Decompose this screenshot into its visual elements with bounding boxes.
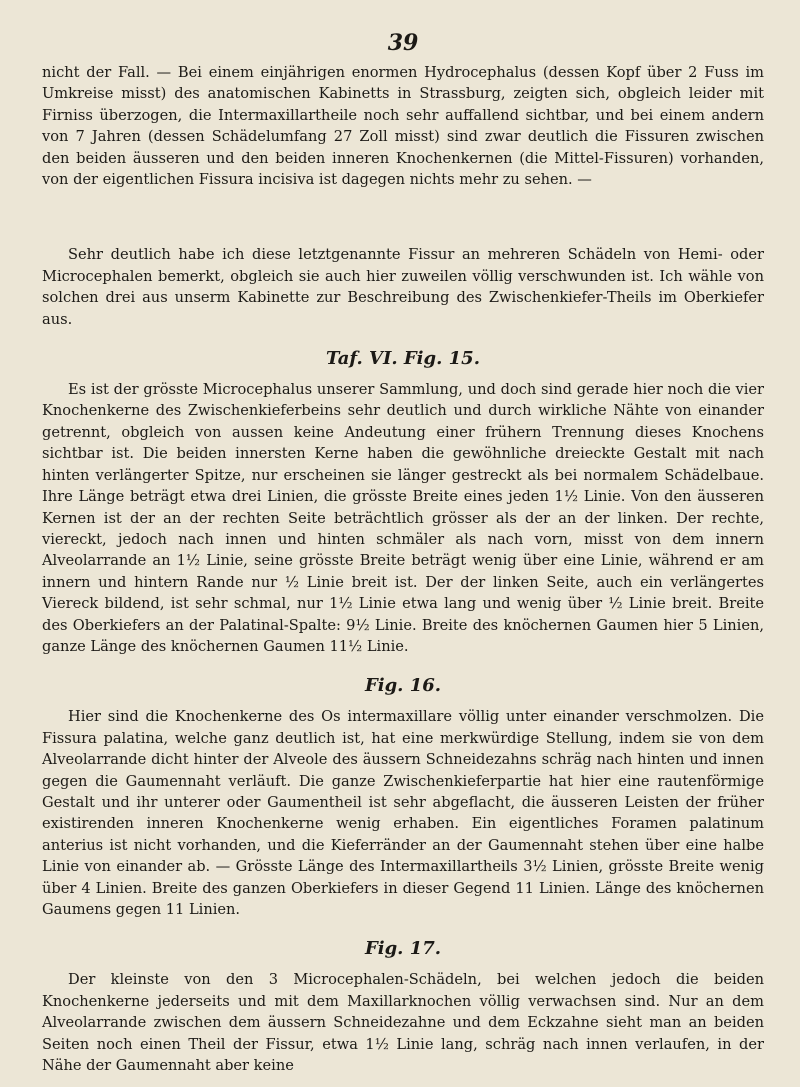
paragraph-fig-16: Hier sind die Knochenkerne des Os intermaxillare völlig unter einander verschmolzen. Die Fissura palatina, welche ganz deutlich ist, hat eine merkwürdige Stellung, indem sie von dem Alveolarrande dicht hinter der Alveole des äussern Schneidezahns schräg nach hinten und innen gegen die Gaumennaht verläuft. Die ganze Zwischenkieferpartie hat hier eine rautenförmige Gestalt und ihr unterer oder Gaumentheil ist sehr abgeflacht, die äusseren Leisten der früher existirenden inneren Knochenkerne wenig erhaben. Ein eigentliches Foramen palatinum anterius ist nicht vorhanden, und die Kieferränder an der Gaumennaht stehen über eine halbe Linie von einander ab. — Grösste Länge des Intermaxillartheils 3½ Linien, grösste Breite wenig über 4 Linien. Breite des ganzen Oberkiefers in dieser Gegend 11 Linien. Länge des knöchernen Gaumens gegen 11 Linien. (42, 708, 764, 918)
heading-fig-17: Fig. 17. (364, 938, 442, 960)
heading-fig-16: Fig. 16. (364, 675, 442, 697)
paragraph-fig-15: Es ist der grösste Microcephalus unserer Sammlung, und doch sind gerade hier noch die vier Knochenkerne des Zwischenkieferbeins sehr deutlich und durch wirkliche Nähte von einander getrennt, obgleich von aussen keine Andeutung einer frühern Trennung dieses Knochens sichtbar ist. Die beiden innersten Kerne haben die gewöhnliche dreieckte Gestalt mit nach hinten verlängerter Spitze, nur erscheinen sie länger gestreckt als bei normalem Schädelbaue. Ihre Länge beträgt etwa drei Linien, die grösste Breite eines jeden 1½ Linie. Von den äusseren Kernen ist der an der rechten Seite beträchtlich grösser als der an der linken. Der rechte, viereckt, jedoch nach innen und hinten schmäler als nach vorn, misst von dem innern Alveolarrande an 1½ Linie, seine grösste Breite beträgt wenig über eine Linie, während er am innern und hintern Rande nur ½ Linie breit ist. Der der linken Seite, auch ein verlängertes Viereck bildend, ist sehr schmal, nur 1½ Linie etwa lang und wenig über ½ Linie breit. Breite des Oberkiefers an der Palatinal-Spalte: 9½ Linie. Breite des knöchernen Gaumen hier 5 Linien, ganze Länge des knöchernen Gaumen 11½ Linie. (42, 381, 764, 655)
page (42, 30, 764, 1076)
heading-fig-15: Taf. VI. Fig. 15. (326, 348, 480, 370)
page-number: 39 (387, 30, 419, 56)
paragraph-fig-17: Der kleinste von den 3 Microcephalen-Schädeln, bei welchen jedoch die beiden Knochenkerne jederseits und mit dem Maxillarknochen völlig verwachsen sind. Nur an dem Alveolarrande zwischen dem äussern Schneidezahne und dem Eckzahne sieht man an beiden Seiten noch einen Theil der Fissur, etwa 1½ Linie lang, schräg nach innen verlaufen, in der Nähe der Gaumennaht aber keine (42, 971, 764, 1075)
section-spacer (42, 190, 764, 244)
paragraph-microcephalen: Sehr deutlich habe ich diese letztgenannte Fissur an mehreren Schädeln von Hemi- oder Microcephalen bemerkt, obgleich sie auch hier zuweilen völlig verschwunden ist. Ich wähle von solchen drei aus unserm Kabinette zur Beschreibung des Zwischenkiefer-Theils im Oberkiefer aus. (42, 246, 764, 328)
paragraph-intro: nicht der Fall. — Bei einem einjährigen enormen Hydrocephalus (dessen Kopf über 2 Fuss im Umkreise misst) des anatomischen Kabinetts in Strassburg, zeigten sich, obgleich leider mit Firniss überzogen, die Intermaxillartheile noch sehr auffallend sichtbar, und bei einem andern von 7 Jahren (dessen Schädelumfang 27 Zoll misst) sind zwar deutlich die Fissuren zwischen den beiden äusseren und den beiden inneren Knochenkernen (die Mittel-Fissuren) vorhanden, von der eigentlichen Fissura incisiva ist dagegen nichts mehr zu sehen. — (42, 64, 764, 189)
